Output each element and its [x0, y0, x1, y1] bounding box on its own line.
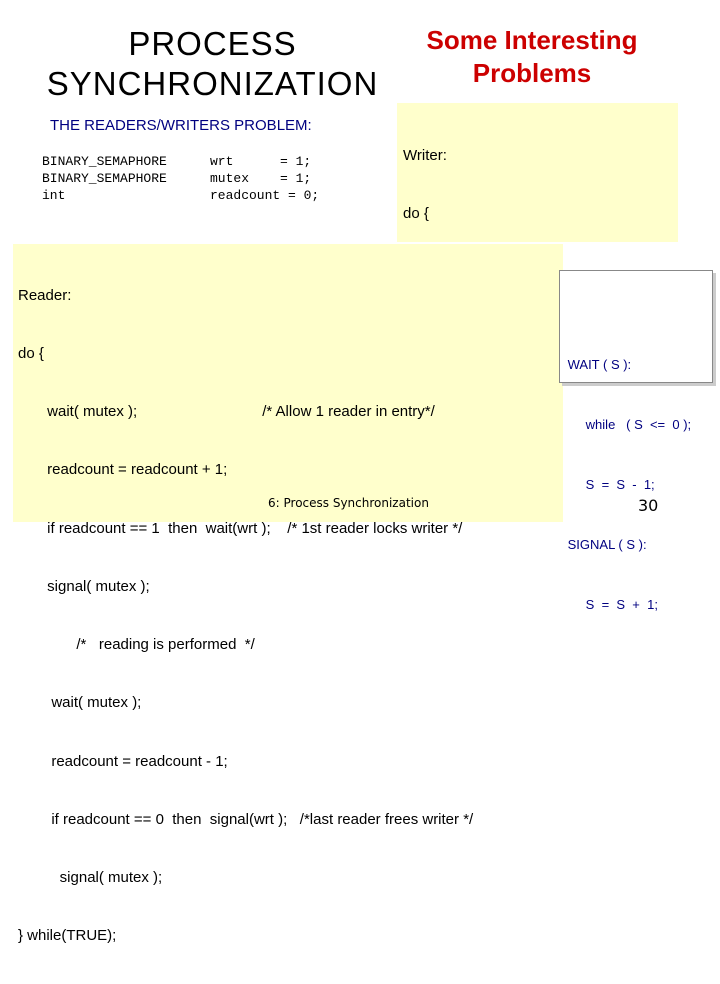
declaration-type: BINARY_SEMAPHORE: [42, 171, 167, 186]
slide-title-line-2: SYNCHRONIZATION: [46, 65, 379, 102]
reader-code-line: signal( mutex );: [18, 577, 150, 595]
semaphore-definition-line: while ( S <= 0 );: [564, 417, 692, 432]
semaphore-definition-line: S = S - 1;: [564, 477, 655, 492]
slide-title: [30, 24, 395, 104]
declarations: [42, 153, 319, 204]
page-number: 30: [638, 496, 659, 515]
declaration-row: [42, 187, 319, 204]
reader-code-line: wait( mutex );: [18, 694, 142, 712]
reader-code-line: do {: [18, 345, 44, 363]
slide-subtitle-line-2: Problems: [472, 58, 592, 88]
semaphore-definition-line: SIGNAL ( S ):: [564, 537, 647, 552]
writer-code-line: Writer:: [403, 146, 447, 164]
declaration-value: = 1;: [280, 154, 312, 169]
slide-subtitle-line-1: Some Interesting: [426, 25, 638, 55]
reader-code-line: if readcount == 0 then signal(wrt ); /*last reader frees writer */: [18, 810, 474, 828]
reader-code-line: } while(TRUE);: [18, 927, 117, 945]
slide-title-line-1: PROCESS: [128, 25, 297, 62]
declaration-row: [42, 170, 319, 187]
reader-code-line: wait( mutex ); /* Allow 1 reader in entry*/: [18, 403, 435, 421]
reader-code-line: Reader:: [18, 286, 72, 304]
slide-footer: 6: Process Synchronization: [268, 496, 429, 510]
declaration-type: int: [42, 188, 66, 203]
declaration-row: [42, 153, 319, 170]
reader-code-line: if readcount == 1 then wait(wrt ); /* 1st reader locks writer */: [18, 519, 463, 537]
semaphore-definition-line: WAIT ( S ):: [564, 357, 632, 372]
declaration-type: BINARY_SEMAPHORE: [42, 154, 167, 169]
declaration-variable: readcount = 0;: [210, 188, 320, 203]
declaration-variable: mutex: [210, 171, 250, 186]
reader-code-line: signal( mutex );: [18, 869, 163, 886]
declaration-value: = 1;: [280, 171, 312, 186]
declaration-variable: wrt: [210, 154, 234, 169]
writer-code-line: do {: [403, 205, 429, 223]
reader-code-line: readcount = readcount + 1;: [18, 461, 228, 479]
writer-code-box: [397, 103, 678, 242]
reader-code-line: /* reading is performed */: [18, 636, 255, 654]
reader-code-line: readcount = readcount - 1;: [18, 752, 228, 770]
reader-code-box: [13, 244, 563, 945]
slide-subtitle: [392, 24, 672, 90]
section-heading: THE READERS/WRITERS PROBLEM:: [50, 117, 312, 134]
semaphore-definition-line: S = S + 1;: [564, 597, 658, 612]
